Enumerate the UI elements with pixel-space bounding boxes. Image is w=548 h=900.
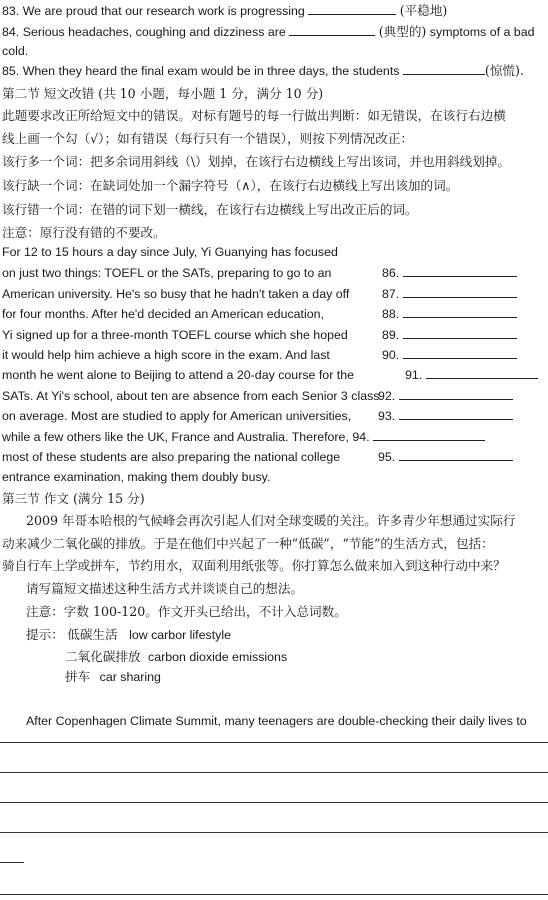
passage-line: American university. He's so busy that he hadn't taken a day off — [2, 287, 350, 301]
answer-line-90 — [382, 347, 517, 362]
passage-line: on average. Most are studied to apply for American universities, — [2, 409, 352, 423]
essay-opening: After Copenhagen Climate Summit, many teenagers are double-checking their daily lives to — [26, 714, 527, 728]
instruction-line: 线上画一个勾（√）；如有错误（每行只有一个错误），则按下列情况改正： — [2, 131, 414, 146]
line-number: 91. — [405, 368, 423, 382]
answer-blank[interactable] — [426, 367, 538, 379]
answer-blank[interactable] — [403, 265, 517, 277]
writing-line[interactable] — [0, 832, 548, 833]
question-84-continued: cold. — [2, 44, 29, 58]
question-number: 83. — [2, 4, 20, 18]
rule-wrong-word: 该行错一个词：在错的词下划一横线，在该行右边横线上写出改正后的词。 — [2, 202, 418, 217]
line-number: 89. — [382, 328, 400, 342]
hint-english: car sharing — [99, 670, 161, 684]
hint-row — [65, 649, 287, 665]
hint-chinese: 二氧化碳排放 — [65, 649, 141, 664]
chinese-hint: (平稳地) — [399, 3, 448, 18]
answer-line-93 — [378, 408, 513, 423]
prompt-paragraph: 动来减少二氧化碳的排放。于是在他们中兴起了一种“低碳”，“节能”的生活方式，包括： — [2, 536, 494, 551]
question-text: We are proud that our research work is progressing — [22, 4, 305, 18]
line-number: 93. — [378, 409, 396, 423]
passage-line: For 12 to 15 hours a day since July, Yi Guanying has focused — [2, 245, 338, 259]
hint-row — [26, 627, 231, 643]
answer-blank[interactable] — [403, 63, 485, 75]
question-84 — [2, 24, 534, 40]
passage-line: for four months. After he'd decided an American education, — [2, 307, 324, 321]
passage-line: entrance examination, making them doubly busy. — [2, 470, 271, 484]
passage-line: on just two things: TOEFL or the SATs, preparing to go to an — [2, 266, 332, 280]
passage-line: SATs. At Yi's school, about ten are absence from each Senior 3 class — [2, 389, 380, 403]
line-number: 87. — [382, 287, 400, 301]
hint-english: low carbor lifestyle — [129, 628, 231, 642]
passage-line: Yi signed up for a three-month TOEFL course which she hoped — [2, 328, 348, 342]
answer-line-91 — [405, 367, 538, 382]
question-83 — [2, 3, 447, 19]
answer-blank[interactable] — [399, 388, 513, 400]
line-number: 92. — [378, 389, 396, 403]
question-85 — [2, 63, 524, 79]
prompt-paragraph: 2009 年哥本哈根的气候峰会再次引起人们对全球变暖的关注。许多青少年想通过实际行 — [26, 513, 516, 528]
writing-line[interactable] — [0, 894, 548, 895]
answer-blank[interactable] — [289, 24, 375, 36]
question-text: symptoms of a bad — [429, 25, 535, 39]
line-number: 90. — [382, 348, 400, 362]
hint-chinese: 拼车 — [65, 669, 91, 684]
writing-line[interactable] — [0, 772, 548, 773]
answer-line-87 — [382, 286, 517, 301]
question-number: 85. — [2, 64, 20, 78]
chinese-hint: (典型的) — [378, 24, 427, 39]
answer-line-95 — [378, 449, 513, 464]
question-text: When they heard the final exam would be in three days, the students — [22, 64, 400, 78]
answer-line-88 — [382, 306, 517, 321]
answer-blank[interactable] — [403, 327, 517, 339]
section-3-title: 第三节 作文 (满分 15 分) — [2, 491, 145, 506]
answer-blank[interactable] — [373, 429, 485, 441]
line-number: 94. — [352, 430, 370, 444]
note: 注意：原行没有错的不要改。 — [2, 225, 166, 240]
passage-text: while a few others like the UK, France and Australia. Therefore, — [2, 430, 349, 444]
passage-line: most of these students are also preparing the national college — [2, 450, 341, 464]
answer-blank[interactable] — [399, 408, 513, 420]
line-number: 95. — [378, 450, 396, 464]
instruction-line: 此题要求改正所给短文中的错误。对标有题号的每一行做出判断：如无错误，在该行右边横 — [2, 108, 506, 123]
question-number: 84. — [2, 25, 20, 39]
writing-line[interactable] — [0, 742, 548, 743]
hint-row — [65, 669, 161, 685]
answer-line-92 — [378, 388, 513, 403]
requirement-note: 注意：字数 100-120。作文开头已给出，不计入总词数。 — [26, 604, 347, 619]
section-2-title: 第二节 短文改错 (共 10 小题，每小题 1 分，满分 10 分) — [2, 86, 324, 101]
line-number: 88. — [382, 307, 400, 321]
writing-line[interactable] — [0, 862, 24, 863]
chinese-hint: (惊慌). — [484, 63, 524, 78]
hint-label: 提示： — [26, 627, 64, 642]
passage-line: it would help him achieve a high score in the exam. And last — [2, 348, 330, 362]
answer-blank[interactable] — [308, 3, 396, 15]
passage-line — [2, 429, 485, 445]
prompt-paragraph: 请写篇短文描述这种生活方式并谈谈自己的想法。 — [26, 581, 304, 596]
writing-line[interactable] — [0, 802, 548, 803]
answer-line-89 — [382, 327, 517, 342]
question-text: Serious headaches, coughing and dizziness are — [22, 25, 286, 39]
passage-line: month he went alone to Beijing to attend a 20-day course for the — [2, 368, 354, 382]
answer-blank[interactable] — [399, 449, 513, 461]
prompt-paragraph: 骑自行车上学或拼车，节约用水，双面利用纸张等。你打算怎么做来加入到这种行动中来？ — [2, 558, 506, 573]
answer-blank[interactable] — [403, 306, 517, 318]
answer-blank[interactable] — [403, 347, 517, 359]
answer-line-86 — [382, 265, 517, 280]
rule-extra-word: 该行多一个词：把多余词用斜线（\）划掉，在该行右边横线上写出该词，并也用斜线划掉。 — [2, 154, 510, 169]
hint-english: carbon dioxide emissions — [148, 650, 288, 664]
rule-missing-word: 该行缺一个词：在缺词处加一个漏字符号（∧），在该行右边横线上写出该加的词。 — [2, 178, 459, 193]
line-number: 86. — [382, 266, 400, 280]
answer-blank[interactable] — [403, 286, 517, 298]
hint-chinese: 低碳生活 — [67, 627, 118, 642]
